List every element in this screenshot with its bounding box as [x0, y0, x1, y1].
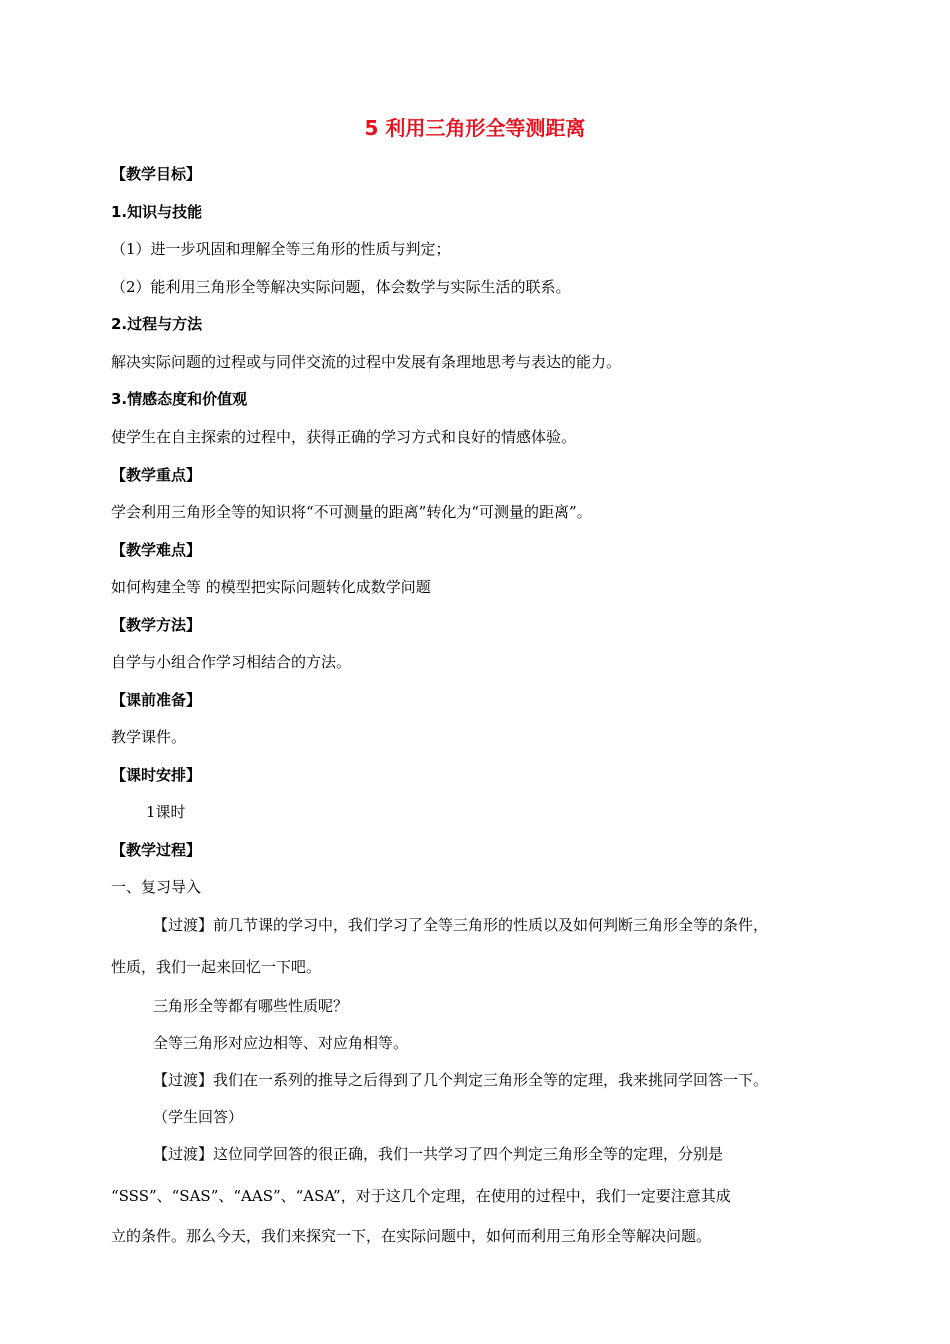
section-heading-preparation: 【课前准备】 — [111, 691, 202, 709]
transition-paragraph-3-line-2: “SSS”、“SAS”、“AAS”、“ASA”，对于这几个定理，在使用的过程中，我们一定要注意其成 — [111, 1187, 731, 1205]
document-title: 5 利用三角形全等测距离 — [364, 116, 586, 140]
subheading-knowledge-skills: 1.知识与技能 — [111, 203, 203, 221]
objective-item-2: （2）能利用三角形全等解决实际问题，体会数学与实际生活的联系。 — [111, 278, 571, 296]
methods-text: 自学与小组合作学习相结合的方法。 — [111, 653, 352, 671]
transition-paragraph-1-line-1: 【过渡】前几节课的学习中，我们学习了全等三角形的性质以及如何判断三角形全等的条件， — [153, 916, 769, 934]
preparation-text: 教学课件。 — [111, 728, 187, 746]
schedule-text: 1课时 — [146, 803, 186, 821]
subheading-process-methods: 2.过程与方法 — [111, 315, 203, 333]
section-heading-schedule: 【课时安排】 — [111, 766, 202, 784]
student-answer-note: （学生回答） — [153, 1108, 244, 1126]
section-heading-methods: 【教学方法】 — [111, 616, 202, 634]
transition-paragraph-2: 【过渡】我们在一系列的推导之后得到了几个判定三角形全等的定理，我来挑同学回答一下。 — [153, 1071, 769, 1089]
key-points-text: 学会利用三角形全等的知识将“不可测量的距离”转化为“可测量的距离”。 — [111, 503, 592, 521]
transition-paragraph-3-line-3: 立的条件。那么今天，我们来探究一下，在实际问题中，如何而利用三角形全等解决问题。 — [111, 1227, 712, 1245]
transition-paragraph-1-line-2: 性质，我们一起来回忆一下吧。 — [111, 958, 322, 976]
transition-paragraph-3-line-1: 【过渡】这位同学回答的很正确，我们一共学习了四个判定三角形全等的定理，分别是 — [153, 1145, 724, 1163]
answer-text: 全等三角形对应边相等、对应角相等。 — [153, 1034, 409, 1052]
section-heading-key-points: 【教学重点】 — [111, 466, 202, 484]
section-heading-process: 【教学过程】 — [111, 841, 202, 859]
objective-item-1: （1）进一步巩固和理解全等三角形的性质与判定； — [111, 240, 451, 258]
process-part-1-heading: 一、复习导入 — [111, 878, 202, 896]
difficulties-text: 如何构建全等 的模型把实际问题转化成数学问题 — [111, 578, 431, 596]
subheading-attitude-values: 3.情感态度和价值观 — [111, 390, 248, 408]
section-heading-difficulties: 【教学难点】 — [111, 541, 202, 559]
process-methods-text: 解决实际问题的过程或与同伴交流的过程中发展有条理地思考与表达的能力。 — [111, 353, 622, 371]
attitude-values-text: 使学生在自主探索的过程中，获得正确的学习方式和良好的情感体验。 — [111, 428, 577, 446]
question-text: 三角形全等都有哪些性质呢？ — [153, 997, 349, 1015]
section-heading-objectives: 【教学目标】 — [111, 165, 202, 183]
